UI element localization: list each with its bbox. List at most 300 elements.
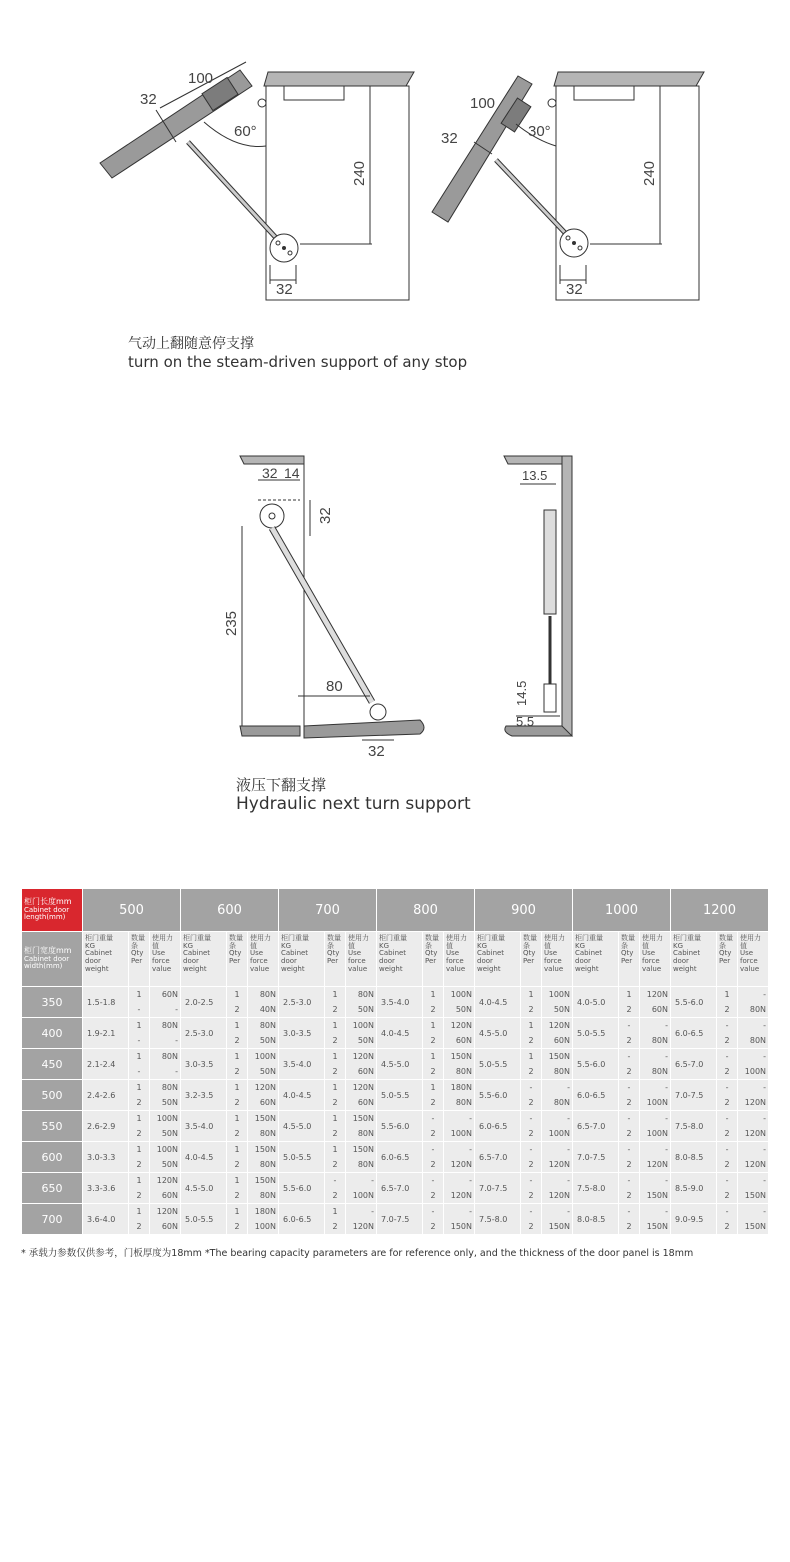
kg-subheader-line: weight [281, 964, 305, 973]
weight-range: 4.5-5.0 [181, 1173, 227, 1204]
force-cell [150, 1111, 181, 1142]
kg-subheader-line: door [673, 957, 689, 966]
force-value: 80N [259, 1160, 276, 1169]
qty-cell [521, 1204, 542, 1235]
kg-subheader-line: Cabinet [575, 949, 603, 958]
qty-value: 2 [528, 1160, 534, 1169]
pneumatic-lift-diagram [0, 0, 790, 330]
qty-value: 1 [234, 990, 240, 999]
corner-length-header [22, 889, 83, 932]
qty-value: - [137, 1067, 141, 1076]
qty-subheader-line: Qty [229, 949, 242, 958]
qty-value: - [137, 1005, 141, 1014]
force-subheader-line: value [152, 964, 172, 973]
qty-value: 2 [528, 1191, 534, 1200]
force-cell [738, 1080, 769, 1111]
force-cell [346, 1111, 377, 1142]
qty-value: 2 [528, 1129, 534, 1138]
weight-range: 4.0-4.5 [377, 1018, 423, 1049]
qty-value: 1 [332, 1021, 338, 1030]
qty-value: 2 [332, 1129, 338, 1138]
qty-cell [619, 987, 640, 1018]
qty-cell [717, 1204, 738, 1235]
force-value: 80N [357, 1129, 374, 1138]
kg-subheader-line: weight [477, 964, 501, 973]
force-value: 80N [161, 1083, 178, 1092]
kg-subheader-line: 柜门重量 [85, 934, 113, 942]
force-subheader-line: value [544, 964, 564, 973]
qty-cell [129, 1204, 150, 1235]
length-header: 900 [475, 889, 573, 932]
right-angle: 30° [528, 123, 551, 140]
qty-cell [521, 1142, 542, 1173]
qty-cell [325, 1204, 346, 1235]
weight-range: 6.5-7.0 [671, 1049, 717, 1080]
force-value: 40N [259, 1005, 276, 1014]
force-cell [444, 1018, 475, 1049]
force-value: - [763, 1145, 767, 1154]
qty-subheader-line: 数量 [229, 934, 243, 942]
qty-value: - [529, 1176, 533, 1185]
force-value: 150N [646, 1191, 669, 1200]
force-value: - [665, 1021, 669, 1030]
corner-width-en: Cabinet door width(mm) [24, 954, 70, 971]
qty-value: - [725, 1083, 729, 1092]
force-cell [444, 987, 475, 1018]
qty-cell [619, 1142, 640, 1173]
weight-range: 6.5-7.0 [377, 1173, 423, 1204]
force-subheader-line: 使用力 [544, 934, 565, 942]
left-angle: 60° [234, 123, 257, 140]
qty-value: 2 [136, 1129, 142, 1138]
qty-cell [521, 1049, 542, 1080]
force-cell [542, 1142, 573, 1173]
force-cell [542, 1080, 573, 1111]
qty-value: - [431, 1207, 435, 1216]
force-value: 100N [548, 1129, 570, 1138]
force-cell [738, 1173, 769, 1204]
force-cell [738, 1049, 769, 1080]
length-header: 500 [83, 889, 181, 932]
qty-value: 2 [528, 1005, 534, 1014]
force-value: 150N [254, 1114, 276, 1123]
hydro-dim-14-5: 14.5 [514, 680, 529, 706]
qty-subheader [619, 932, 640, 987]
kg-subheader-line: weight [673, 964, 697, 973]
pneumatic-caption-zh: 气动上翻随意停支撑 [128, 336, 254, 352]
qty-value: - [529, 1114, 533, 1123]
weight-range: 3.5-4.0 [181, 1111, 227, 1142]
qty-cell [129, 1142, 150, 1173]
force-subheader-line: 值 [642, 941, 649, 950]
kg-subheader [377, 932, 423, 987]
force-value: 60N [161, 990, 178, 999]
force-value: 120N [352, 1052, 374, 1061]
force-value: 150N [744, 1191, 767, 1200]
weight-range: 7.5-8.0 [671, 1111, 717, 1142]
qty-value: 2 [528, 1222, 534, 1231]
qty-subheader-line: Per [229, 957, 241, 966]
weight-range: 6.5-7.0 [475, 1142, 521, 1173]
force-cell [444, 1204, 475, 1235]
force-value: 100N [352, 1191, 374, 1200]
force-value: - [371, 1207, 374, 1216]
qty-cell [619, 1111, 640, 1142]
force-value: 60N [553, 1036, 570, 1045]
kg-subheader-line: 柜门重量 [575, 934, 603, 942]
force-value: 80N [455, 1067, 472, 1076]
force-value: - [567, 1083, 570, 1092]
force-cell [150, 987, 181, 1018]
force-value: 100N [254, 1052, 276, 1061]
qty-value: - [725, 1052, 729, 1061]
qty-value: - [333, 1176, 337, 1185]
force-value: - [665, 1176, 669, 1185]
kg-subheader [573, 932, 619, 987]
qty-cell [423, 1142, 444, 1173]
qty-value: 2 [626, 1036, 632, 1045]
footnote: * 承载力参数仅供参考，门板厚度为18mm *The bearing capacity parameters are for reference only, and the thickness of the door panel is 18mm [21, 1248, 694, 1259]
force-value: 80N [259, 1191, 276, 1200]
qty-cell [325, 1173, 346, 1204]
qty-value: 1 [136, 1083, 142, 1092]
qty-value: - [431, 1176, 435, 1185]
qty-subheader-line: Qty [131, 949, 144, 958]
qty-value: - [627, 1145, 631, 1154]
left-dim-240: 240 [351, 160, 368, 186]
qty-subheader-line: Qty [621, 949, 634, 958]
qty-value: 1 [136, 1052, 142, 1061]
force-subheader-line: 使用力 [348, 934, 369, 942]
qty-value: 2 [626, 1067, 632, 1076]
force-cell [542, 1018, 573, 1049]
force-cell [542, 987, 573, 1018]
left-pneumatic-view [100, 62, 414, 300]
force-subheader-line: value [446, 964, 466, 973]
qty-value: 2 [528, 1036, 534, 1045]
force-value: 80N [357, 990, 374, 999]
force-value: 150N [548, 1222, 570, 1231]
weight-range: 4.0-4.5 [475, 987, 521, 1018]
force-cell [542, 1173, 573, 1204]
weight-range: 4.0-4.5 [181, 1142, 227, 1173]
force-value: 120N [646, 990, 669, 999]
force-subheader-line: 使用力 [642, 934, 663, 942]
force-value: 150N [744, 1222, 767, 1231]
force-value: - [175, 1005, 178, 1014]
qty-value: 1 [234, 1114, 240, 1123]
qty-value: 1 [430, 1021, 436, 1030]
force-subheader-line: value [642, 964, 662, 973]
force-cell [738, 1142, 769, 1173]
force-subheader-line: force [152, 957, 170, 966]
force-value: 120N [352, 1222, 374, 1231]
qty-value: 1 [332, 990, 338, 999]
kg-subheader-line: KG [379, 941, 390, 950]
kg-subheader [671, 932, 717, 987]
force-value: 80N [357, 1160, 374, 1169]
kg-subheader-line: Cabinet [477, 949, 505, 958]
qty-value: 1 [234, 1083, 240, 1092]
force-subheader-line: force [544, 957, 562, 966]
force-value: 80N [455, 1098, 472, 1107]
qty-subheader-line: 条 [327, 941, 334, 950]
force-cell [248, 987, 279, 1018]
qty-subheader-line: 数量 [621, 934, 635, 942]
force-value: - [665, 1145, 669, 1154]
right-pneumatic-view [432, 72, 704, 300]
force-subheader-line: 值 [250, 941, 257, 950]
force-value: 60N [259, 1098, 276, 1107]
weight-range: 4.5-5.0 [279, 1111, 325, 1142]
force-cell [640, 1142, 671, 1173]
force-cell [444, 1173, 475, 1204]
kg-subheader-line: Cabinet [379, 949, 407, 958]
force-subheader-line: force [348, 957, 366, 966]
force-cell [346, 1080, 377, 1111]
weight-range: 2.4-2.6 [83, 1080, 129, 1111]
qty-subheader-line: Per [327, 957, 339, 966]
qty-value: 1 [234, 1207, 240, 1216]
force-cell [150, 1049, 181, 1080]
force-value: 120N [744, 1160, 767, 1169]
force-value: - [567, 1145, 570, 1154]
kg-subheader-line: KG [85, 941, 96, 950]
qty-value: 2 [234, 1222, 240, 1231]
qty-value: 1 [430, 1052, 436, 1061]
force-value: 150N [352, 1114, 374, 1123]
weight-range: 3.2-3.5 [181, 1080, 227, 1111]
force-value: 60N [357, 1067, 374, 1076]
width-label: 650 [22, 1173, 83, 1204]
qty-subheader-line: 条 [719, 941, 727, 950]
width-label: 500 [22, 1080, 83, 1111]
kg-subheader-line: 柜门重量 [281, 934, 309, 942]
force-value: 80N [161, 1021, 178, 1030]
length-header: 700 [279, 889, 377, 932]
qty-cell [129, 1049, 150, 1080]
force-value: 80N [749, 1005, 767, 1014]
force-value: 120N [450, 1191, 472, 1200]
kg-subheader [83, 932, 129, 987]
force-value: 120N [254, 1083, 276, 1092]
force-cell [640, 1080, 671, 1111]
qty-value: 2 [430, 1098, 436, 1107]
qty-subheader-line: 数量 [719, 934, 734, 942]
qty-value: 2 [626, 1222, 632, 1231]
qty-value: 1 [724, 990, 730, 999]
corner-length-en: Cabinet door length(mm) [24, 905, 70, 922]
left-dim-32-bottom: 32 [276, 281, 293, 298]
force-cell [640, 1049, 671, 1080]
weight-range: 6.5-7.0 [573, 1111, 619, 1142]
qty-cell [619, 1080, 640, 1111]
width-label: 550 [22, 1111, 83, 1142]
qty-subheader [227, 932, 248, 987]
qty-value: 2 [528, 1098, 534, 1107]
qty-value: 1 [430, 1083, 436, 1092]
weight-range: 1.9-2.1 [83, 1018, 129, 1049]
qty-cell [325, 1049, 346, 1080]
qty-cell [325, 1018, 346, 1049]
force-cell [150, 1080, 181, 1111]
force-cell [346, 1142, 377, 1173]
qty-cell [227, 1204, 248, 1235]
weight-range: 9.0-9.5 [671, 1204, 717, 1235]
force-value: - [371, 1176, 374, 1185]
qty-cell [325, 1080, 346, 1111]
qty-cell [717, 1080, 738, 1111]
force-cell [738, 1111, 769, 1142]
weight-range: 3.5-4.0 [377, 987, 423, 1018]
qty-cell [423, 1111, 444, 1142]
force-value: 100N [450, 990, 472, 999]
force-value: - [763, 990, 767, 999]
qty-value: 1 [332, 1114, 338, 1123]
hydro-dim-80: 80 [326, 678, 343, 695]
qty-cell [717, 987, 738, 1018]
right-dim-32-top: 32 [441, 130, 458, 147]
force-value: - [763, 1207, 767, 1216]
qty-cell [521, 1173, 542, 1204]
force-cell [542, 1111, 573, 1142]
qty-cell [227, 1142, 248, 1173]
left-dim-100: 100 [188, 70, 214, 87]
weight-range: 7.0-7.5 [377, 1204, 423, 1235]
force-subheader-line: value [740, 964, 760, 973]
force-cell [640, 987, 671, 1018]
force-value: - [763, 1114, 767, 1123]
weight-range: 4.0-4.5 [279, 1080, 325, 1111]
force-cell [248, 1173, 279, 1204]
force-value: 100N [646, 1098, 669, 1107]
force-subheader [738, 932, 769, 987]
kg-subheader-line: 柜门重量 [673, 934, 702, 942]
force-cell [444, 1049, 475, 1080]
force-subheader [640, 932, 671, 987]
kg-subheader-line: door [183, 957, 199, 966]
qty-value: 2 [234, 1129, 240, 1138]
weight-range: 2.0-2.5 [181, 987, 227, 1018]
table-row [22, 1111, 769, 1142]
right-dim-100: 100 [470, 95, 496, 112]
force-cell [444, 1142, 475, 1173]
force-subheader-line: force [740, 957, 758, 966]
weight-range: 2.5-3.0 [279, 987, 325, 1018]
qty-value: 2 [430, 1067, 436, 1076]
qty-subheader-line: 条 [425, 941, 432, 950]
force-value: 120N [548, 1191, 570, 1200]
weight-range: 5.5-6.0 [671, 987, 717, 1018]
right-dim-32-bottom: 32 [566, 281, 583, 298]
force-value: 180N [254, 1207, 276, 1216]
force-cell [248, 1049, 279, 1080]
force-value: - [665, 1207, 669, 1216]
qty-value: 1 [332, 1052, 338, 1061]
force-value: 120N [450, 1021, 472, 1030]
force-value: 100N [450, 1129, 472, 1138]
force-value: - [763, 1052, 767, 1061]
qty-subheader-line: 数量 [131, 934, 145, 942]
table-row [22, 1142, 769, 1173]
force-cell [346, 1018, 377, 1049]
qty-value: - [529, 1207, 533, 1216]
kg-subheader-line: 柜门重量 [379, 934, 407, 942]
qty-value: 2 [430, 1160, 436, 1169]
qty-value: - [627, 1052, 631, 1061]
force-cell [346, 1049, 377, 1080]
qty-value: - [627, 1176, 631, 1185]
qty-cell [619, 1173, 640, 1204]
weight-range: 3.0-3.5 [279, 1018, 325, 1049]
force-value: 60N [651, 1005, 669, 1014]
force-value: 120N [744, 1098, 767, 1107]
force-subheader-line: Use [642, 949, 656, 958]
qty-value: - [627, 1021, 631, 1030]
weight-range: 6.0-6.5 [279, 1204, 325, 1235]
qty-cell [717, 1111, 738, 1142]
qty-value: 2 [332, 1098, 338, 1107]
force-subheader-line: Use [740, 949, 754, 958]
force-value: 120N [156, 1176, 178, 1185]
weight-range: 5.0-5.5 [279, 1142, 325, 1173]
qty-cell [717, 1173, 738, 1204]
force-value: 120N [156, 1207, 178, 1216]
force-value: 100N [352, 1021, 374, 1030]
table-row [22, 1080, 769, 1111]
qty-subheader-line: 条 [621, 941, 628, 950]
qty-cell [227, 1018, 248, 1049]
qty-cell [325, 987, 346, 1018]
qty-value: 2 [136, 1098, 142, 1107]
qty-value: 1 [430, 990, 436, 999]
force-subheader-line: 值 [152, 941, 159, 950]
qty-subheader-line: Per [131, 957, 143, 966]
qty-cell [423, 1204, 444, 1235]
kg-subheader-line: Cabinet [673, 949, 701, 958]
force-value: 120N [548, 1160, 570, 1169]
qty-subheader-line: Per [425, 957, 437, 966]
kg-subheader-line: door [281, 957, 297, 966]
force-value: 60N [357, 1098, 374, 1107]
qty-value: 1 [528, 1021, 534, 1030]
force-value: 120N [744, 1129, 767, 1138]
qty-subheader-line: Qty [523, 949, 536, 958]
force-value: 120N [646, 1160, 669, 1169]
qty-value: 1 [136, 1114, 142, 1123]
hydro-dim-32-side: 32 [317, 507, 334, 524]
force-value: 80N [553, 1098, 570, 1107]
force-value: 150N [254, 1145, 276, 1154]
weight-range: 7.5-8.0 [475, 1204, 521, 1235]
force-subheader-line: force [642, 957, 660, 966]
force-subheader [248, 932, 279, 987]
hydro-dim-13-5: 13.5 [522, 468, 548, 483]
kg-subheader [279, 932, 325, 987]
qty-value: 1 [136, 990, 142, 999]
kg-subheader-line: weight [183, 964, 207, 973]
qty-subheader-line: Qty [425, 949, 438, 958]
left-dim-32-top: 32 [140, 91, 157, 108]
qty-value: 2 [136, 1191, 142, 1200]
weight-range: 3.0-3.3 [83, 1142, 129, 1173]
qty-subheader-line: 条 [131, 941, 138, 950]
qty-value: 2 [724, 1098, 730, 1107]
force-value: 80N [553, 1067, 570, 1076]
qty-value: 2 [234, 1098, 240, 1107]
hydro-dim-32-bottom: 32 [368, 743, 385, 760]
force-cell [542, 1049, 573, 1080]
